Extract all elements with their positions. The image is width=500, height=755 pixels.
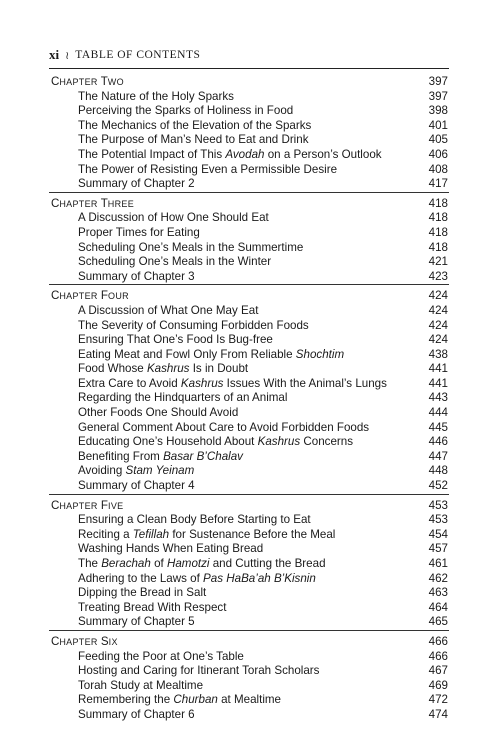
toc-entry[interactable]: [49, 148, 449, 163]
chapter-title: CHAPTER TWO: [51, 75, 124, 88]
header-title: TABLE OF CONTENTS: [75, 49, 201, 61]
page-number: 441: [428, 376, 448, 390]
toc-entry[interactable]: [49, 664, 449, 679]
page-number: 424: [428, 303, 448, 317]
toc-entry[interactable]: [49, 270, 449, 285]
chapter-title: CHAPTER SIX: [51, 634, 118, 648]
page-number: 453: [428, 498, 448, 512]
toc-entry[interactable]: [49, 163, 449, 178]
running-header: [49, 47, 449, 63]
entry-title: The Power of Resisting Even a Permissible Desire: [78, 162, 338, 176]
toc-entry[interactable]: [49, 708, 449, 723]
entry-title: Benefiting From Basar B’Chalav: [78, 449, 243, 463]
entry-title: The Berachah of Hamotzi and Cutting the Bread: [78, 557, 326, 570]
entry-title: Summary of Chapter 3: [78, 269, 195, 283]
entry-title: Avoiding Stam Yeinam: [78, 464, 195, 478]
page-number: 466: [428, 649, 448, 663]
entry-title: The Potential Impact of This Avodah on a Person’s Outlook: [78, 147, 382, 161]
page-number: 452: [428, 479, 448, 493]
entry-title: Scheduling One’s Meals in the Summertime: [78, 240, 304, 254]
entry-title: Dipping the Bread in Salt: [78, 586, 207, 600]
toc-entry[interactable]: [49, 406, 449, 421]
entry-title: Extra Care to Avoid Kashrus Issues With the Animal’s Lungs: [78, 376, 387, 390]
page-number: 474: [428, 707, 448, 721]
page-number: 469: [428, 678, 448, 692]
entry-title: Summary of Chapter 2: [78, 177, 195, 191]
toc-entry[interactable]: [49, 464, 449, 479]
entry-title: A Discussion of How One Should Eat: [78, 211, 269, 225]
page-number: xi: [49, 47, 60, 62]
entry-title: Remembering the Churban at Mealtime: [78, 693, 282, 707]
toc-entry[interactable]: [49, 586, 449, 601]
toc-entry[interactable]: [49, 377, 449, 392]
chapter-title: CHAPTER FOUR: [51, 289, 129, 303]
ornament-icon: ≀: [65, 49, 70, 62]
page-number: 443: [428, 391, 448, 405]
entry-title: Ensuring That One’s Food Is Bug-free: [78, 333, 273, 347]
chapter-heading[interactable]: [49, 499, 449, 514]
toc-entry[interactable]: [49, 542, 449, 557]
toc-entry[interactable]: [49, 104, 449, 119]
toc-entry[interactable]: [49, 241, 449, 256]
page-number: 423: [428, 269, 448, 283]
page-number: 405: [428, 133, 448, 147]
page-number: 462: [428, 571, 448, 585]
toc-entry[interactable]: [49, 304, 449, 319]
entry-title: Food Whose Kashrus Is in Doubt: [78, 362, 249, 376]
toc-entry[interactable]: [49, 177, 449, 192]
chapter-block: [49, 289, 449, 494]
page-number: 463: [428, 586, 448, 600]
entry-title: Educating One’s Household About Kashrus Concerns: [78, 435, 353, 449]
page-number: 446: [428, 435, 448, 449]
entry-title: Ensuring a Clean Body Before Starting to Eat: [78, 513, 311, 527]
toc-entry[interactable]: [49, 557, 449, 572]
page-number: 461: [428, 557, 448, 570]
toc-entry[interactable]: [49, 650, 449, 665]
chapter-block: [49, 197, 449, 286]
entry-title: Scheduling One’s Meals in the Winter: [78, 255, 272, 269]
entry-title: Summary of Chapter 4: [78, 479, 195, 493]
entry-title: Summary of Chapter 6: [78, 707, 195, 721]
header-rule: [49, 68, 449, 69]
page-number: 445: [428, 420, 448, 434]
chapter-block: [49, 635, 449, 723]
chapter-title: CHAPTER THREE: [51, 196, 135, 210]
entry-title: Torah Study at Mealtime: [78, 678, 204, 692]
page-number: 418: [428, 225, 448, 239]
entry-title: The Severity of Consuming Forbidden Foods: [78, 318, 309, 332]
entry-title: Washing Hands When Eating Bread: [78, 542, 264, 556]
toc-entry[interactable]: [49, 421, 449, 436]
page-number: 418: [428, 196, 448, 210]
toc-entry[interactable]: [49, 693, 449, 708]
page-number: 447: [428, 449, 448, 463]
entry-title: General Comment About Care to Avoid Forbidden Foods: [78, 420, 370, 434]
entry-title: The Mechanics of the Elevation of the Sparks: [78, 118, 312, 132]
page-number: 424: [428, 318, 448, 332]
chapter-heading[interactable]: [49, 635, 449, 650]
chapter-block: [49, 499, 449, 631]
chapter-block: [49, 75, 449, 193]
page-number: 465: [428, 615, 448, 629]
entry-title: Other Foods One Should Avoid: [78, 406, 239, 420]
entry-title: Hosting and Caring for Itinerant Torah Scholars: [78, 664, 320, 678]
page-number: 467: [428, 664, 448, 678]
chapter-heading[interactable]: [49, 197, 449, 212]
page-number: 418: [428, 211, 448, 225]
toc-entry[interactable]: [49, 211, 449, 226]
chapter-title: CHAPTER FIVE: [51, 498, 124, 512]
chapter-heading[interactable]: [49, 289, 449, 304]
toc-entry[interactable]: [49, 348, 449, 363]
chapter-heading[interactable]: [49, 75, 449, 90]
page-number: 408: [428, 162, 448, 176]
toc-entry[interactable]: [49, 255, 449, 270]
entry-title: Reciting a Tefillah for Sustenance Before the Meal: [78, 527, 336, 541]
toc-entry[interactable]: [49, 226, 449, 241]
entry-title: Feeding the Poor at One’s Table: [78, 649, 244, 663]
page-number: 438: [428, 347, 448, 361]
page-number: 401: [428, 118, 448, 132]
toc-entry[interactable]: [49, 615, 449, 630]
entry-title: Regarding the Hindquarters of an Animal: [78, 391, 288, 405]
toc-entry[interactable]: [49, 572, 449, 587]
entry-title: The Purpose of Man’s Need to Eat and Drink: [78, 133, 309, 147]
toc-entry[interactable]: [49, 679, 449, 694]
toc-entry[interactable]: [49, 90, 449, 105]
entry-title: Proper Times for Eating: [78, 225, 200, 239]
page-number: 444: [428, 406, 448, 420]
page-number: 421: [428, 255, 448, 269]
table-of-contents: [49, 75, 449, 727]
page-number: 417: [428, 177, 448, 191]
toc-entry[interactable]: [49, 391, 449, 406]
entry-title: Summary of Chapter 5: [78, 615, 195, 629]
toc-entry[interactable]: [49, 450, 449, 465]
page-number: 441: [428, 362, 448, 376]
toc-entry[interactable]: [49, 528, 449, 543]
page-number: 418: [428, 240, 448, 254]
page-number: 464: [428, 600, 448, 614]
toc-entry[interactable]: [49, 119, 449, 134]
toc-entry[interactable]: [49, 435, 449, 450]
entry-title: A Discussion of What One May Eat: [78, 303, 259, 317]
toc-entry[interactable]: [49, 319, 449, 334]
page-number: 453: [428, 513, 448, 527]
toc-entry[interactable]: [49, 133, 449, 148]
entry-title: The Nature of the Holy Sparks: [78, 89, 234, 103]
page-number: 472: [428, 693, 448, 707]
page-number: 397: [428, 89, 448, 103]
toc-entry[interactable]: [49, 513, 449, 528]
page-number: 448: [428, 464, 448, 478]
page-number: 424: [428, 289, 448, 303]
toc-entry[interactable]: [49, 479, 449, 494]
entry-title: Adhering to the Laws of Pas HaBa’ah B’Kisnin: [78, 571, 316, 585]
toc-entry[interactable]: [49, 601, 449, 616]
toc-entry[interactable]: [49, 362, 449, 377]
entry-title: Eating Meat and Fowl Only From Reliable Shochtim: [78, 347, 345, 361]
page-number: 398: [428, 104, 448, 118]
page-number: 454: [428, 527, 448, 541]
page-number: 397: [428, 75, 448, 88]
entry-title: Perceiving the Sparks of Holiness in Food: [78, 104, 294, 118]
page-number: 406: [428, 147, 448, 161]
page-number: 457: [428, 542, 448, 556]
page-number: 466: [428, 634, 448, 648]
entry-title: Treating Bread With Respect: [78, 600, 227, 614]
toc-entry[interactable]: [49, 333, 449, 348]
page-number: 424: [428, 333, 448, 347]
